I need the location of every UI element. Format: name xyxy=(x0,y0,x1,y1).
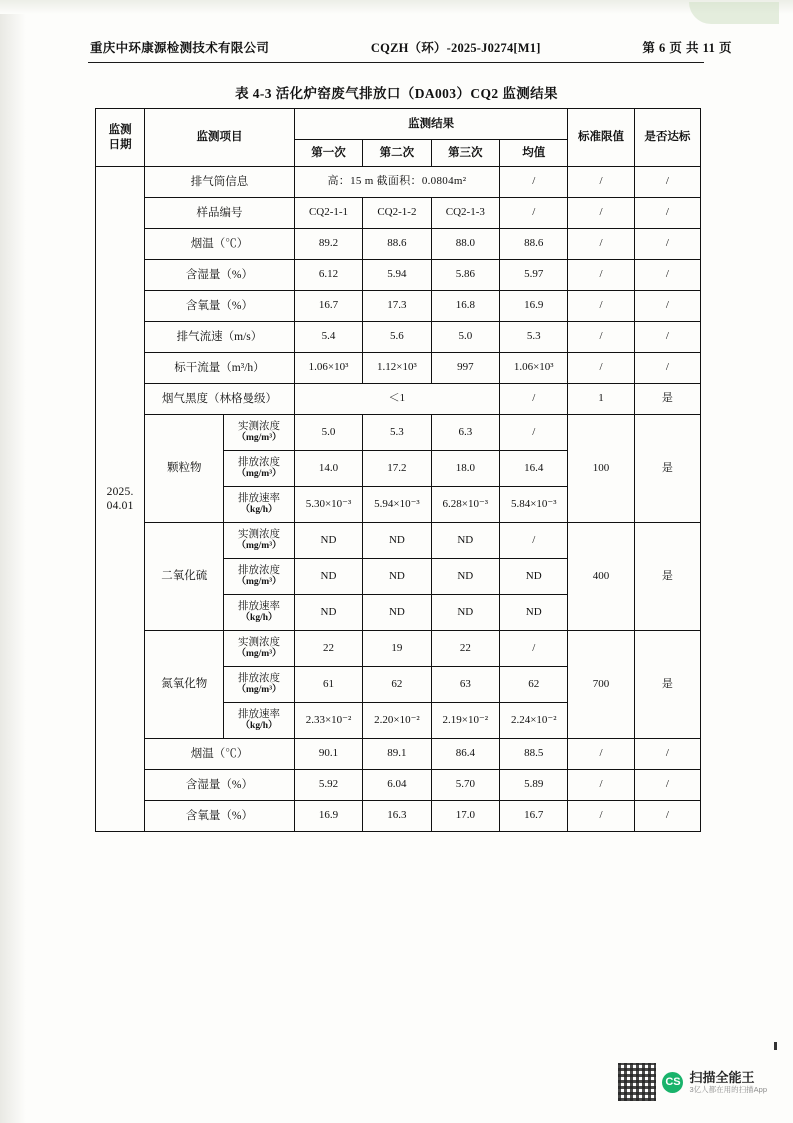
value-first: 6.12 xyxy=(294,260,362,291)
camscanner-logo-icon: CS xyxy=(662,1072,683,1093)
value-mean: / xyxy=(500,198,568,229)
value-limit: / xyxy=(568,260,634,291)
sub-label-measured-concentration xyxy=(224,631,295,667)
value-second: 19 xyxy=(363,631,431,667)
value-first: 5.30×10⁻³ xyxy=(294,487,362,523)
value-mean: 16.9 xyxy=(500,291,568,322)
group-label-sulfur-dioxide: 二氧化硫 xyxy=(145,523,224,631)
col-header-second: 第二次 xyxy=(363,140,431,167)
value-third: 2.19×10⁻² xyxy=(431,703,499,739)
value-pass: / xyxy=(634,260,700,291)
value-first: ND xyxy=(294,523,362,559)
qr-code-icon xyxy=(618,1063,656,1101)
value-mean: 5.97 xyxy=(500,260,568,291)
value-second: ND xyxy=(363,523,431,559)
page-header xyxy=(60,38,732,56)
value-third: 17.0 xyxy=(431,801,499,832)
sub-label-text: 实测浓度 xyxy=(238,637,281,648)
value-first: 14.0 xyxy=(294,451,362,487)
value-mean: / xyxy=(500,415,568,451)
value-second: 89.1 xyxy=(363,739,431,770)
value-second: 1.12×10³ xyxy=(363,353,431,384)
value-pass: 是 xyxy=(634,384,700,415)
value-pass: / xyxy=(634,322,700,353)
value-second: 5.94×10⁻³ xyxy=(363,487,431,523)
value-third: ND xyxy=(431,559,499,595)
value-second: 6.04 xyxy=(363,770,431,801)
value-pass: / xyxy=(634,291,700,322)
monitoring-date-cell xyxy=(96,167,145,832)
scan-mark xyxy=(774,1042,777,1050)
sub-label-measured-concentration xyxy=(224,415,295,451)
sub-label-emission-concentration xyxy=(224,451,295,487)
page-number: 第 6 页 共 11 页 xyxy=(642,41,732,55)
col-header-mean: 均值 xyxy=(500,140,568,167)
value-pass: / xyxy=(634,801,700,832)
value-smoke-blackness: ＜1 xyxy=(294,384,499,415)
value-third: 88.0 xyxy=(431,229,499,260)
col-header-first: 第一次 xyxy=(294,140,362,167)
value-second: 2.20×10⁻² xyxy=(363,703,431,739)
sub-label-unit: （mg/m³） xyxy=(236,469,282,480)
sub-label-unit: （mg/m³） xyxy=(236,649,282,660)
value-third: 5.86 xyxy=(431,260,499,291)
table-row xyxy=(96,523,701,559)
table-row xyxy=(96,353,701,384)
camscanner-subtitle: 3亿人都在用的扫描App xyxy=(689,1085,767,1095)
value-second: 5.3 xyxy=(363,415,431,451)
row-label-flue-temp: 烟温（℃） xyxy=(145,229,295,260)
value-mean: / xyxy=(500,523,568,559)
sub-label-unit: （mg/m³） xyxy=(236,577,282,588)
value-limit: / xyxy=(568,167,634,198)
scan-color-artifact xyxy=(689,2,779,24)
table-row xyxy=(96,198,701,229)
value-limit: / xyxy=(568,770,634,801)
value-pass: / xyxy=(634,229,700,260)
col-header-date-line1: 监测 xyxy=(108,124,132,137)
sub-label-text: 排放浓度 xyxy=(238,457,281,468)
value-first: 2.33×10⁻² xyxy=(294,703,362,739)
row-label-sample-no: 样品编号 xyxy=(145,198,295,229)
table-row xyxy=(96,229,701,260)
table-row xyxy=(96,384,701,415)
col-header-third: 第三次 xyxy=(431,140,499,167)
value-first: 1.06×10³ xyxy=(294,353,362,384)
value-limit: 1 xyxy=(568,384,634,415)
value-second: 5.6 xyxy=(363,322,431,353)
value-third: 5.70 xyxy=(431,770,499,801)
table-header-row-1 xyxy=(96,109,701,140)
table-row xyxy=(96,167,701,198)
row-label-moisture: 含湿量（%） xyxy=(145,260,295,291)
col-header-results: 监测结果 xyxy=(294,109,568,140)
sub-label-text: 实测浓度 xyxy=(238,529,281,540)
sub-label-unit: （kg/h） xyxy=(240,613,278,624)
row-label-smoke-blackness: 烟气黑度（林格曼级） xyxy=(145,384,295,415)
sub-label-emission-rate xyxy=(224,595,295,631)
value-pass: 是 xyxy=(634,415,700,523)
table-row xyxy=(96,801,701,832)
value-mean: ND xyxy=(500,559,568,595)
group-label-nitrogen-oxides: 氮氧化物 xyxy=(145,631,224,739)
table-row xyxy=(96,291,701,322)
value-mean: 5.84×10⁻³ xyxy=(500,487,568,523)
value-first: 5.4 xyxy=(294,322,362,353)
results-table-wrapper xyxy=(95,108,701,832)
header-divider xyxy=(88,62,704,63)
value-first: 16.9 xyxy=(294,801,362,832)
sub-label-text: 排放速率 xyxy=(238,601,281,612)
sub-label-unit: （mg/m³） xyxy=(236,433,282,444)
value-limit: 400 xyxy=(568,523,634,631)
scan-edge-left xyxy=(0,0,26,1123)
value-limit: / xyxy=(568,229,634,260)
value-mean: 5.89 xyxy=(500,770,568,801)
monitoring-results-table xyxy=(95,108,701,832)
value-first: 5.0 xyxy=(294,415,362,451)
value-mean: 16.4 xyxy=(500,451,568,487)
value-mean: 88.5 xyxy=(500,739,568,770)
value-third: 16.8 xyxy=(431,291,499,322)
table-title: 表 4-3 活化炉窑废气排放口（DA003）CQ2 监测结果 xyxy=(235,86,558,101)
value-second: 17.2 xyxy=(363,451,431,487)
value-second: ND xyxy=(363,559,431,595)
value-mean: 88.6 xyxy=(500,229,568,260)
row-label-stack-info: 排气筒信息 xyxy=(145,167,295,198)
value-pass: / xyxy=(634,198,700,229)
value-mean: 5.3 xyxy=(500,322,568,353)
value-first: 22 xyxy=(294,631,362,667)
value-second: 5.94 xyxy=(363,260,431,291)
value-first: 5.92 xyxy=(294,770,362,801)
sub-label-unit: （kg/h） xyxy=(240,505,278,516)
value-first: CQ2-1-1 xyxy=(294,198,362,229)
value-pass: 是 xyxy=(634,631,700,739)
value-limit: / xyxy=(568,322,634,353)
sub-label-unit: （mg/m³） xyxy=(236,685,282,696)
value-third: 5.0 xyxy=(431,322,499,353)
value-third: CQ2-1-3 xyxy=(431,198,499,229)
camscanner-title: 扫描全能王 xyxy=(689,1069,755,1085)
col-header-pass: 是否达标 xyxy=(634,109,700,167)
table-row xyxy=(96,739,701,770)
monitoring-date-line1: 2025. xyxy=(106,485,134,498)
value-limit: / xyxy=(568,291,634,322)
value-third: 86.4 xyxy=(431,739,499,770)
value-limit: / xyxy=(568,353,634,384)
value-second: ND xyxy=(363,595,431,631)
value-third: 997 xyxy=(431,353,499,384)
sub-label-text: 排放速率 xyxy=(238,493,281,504)
scan-edge-top xyxy=(0,0,793,14)
value-second: 88.6 xyxy=(363,229,431,260)
row-label-standard-dry-flow: 标干流量（m³/h） xyxy=(145,353,295,384)
table-row xyxy=(96,322,701,353)
sub-label-text: 排放速率 xyxy=(238,709,281,720)
value-mean: / xyxy=(500,384,568,415)
value-pass: 是 xyxy=(634,523,700,631)
sub-label-unit: （mg/m³） xyxy=(236,541,282,552)
group-label-particulates: 颗粒物 xyxy=(145,415,224,523)
value-pass: / xyxy=(634,770,700,801)
value-third: 18.0 xyxy=(431,451,499,487)
value-first: 90.1 xyxy=(294,739,362,770)
camscanner-watermark xyxy=(618,1063,767,1101)
table-row xyxy=(96,631,701,667)
value-first: 89.2 xyxy=(294,229,362,260)
value-limit: 100 xyxy=(568,415,634,523)
value-first: ND xyxy=(294,559,362,595)
value-mean: ND xyxy=(500,595,568,631)
value-mean: 2.24×10⁻² xyxy=(500,703,568,739)
row-label-moisture-2: 含湿量（%） xyxy=(145,770,295,801)
value-mean: / xyxy=(500,631,568,667)
value-pass: / xyxy=(634,739,700,770)
sub-label-unit: （kg/h） xyxy=(240,721,278,732)
table-row xyxy=(96,770,701,801)
value-mean: / xyxy=(500,167,568,198)
camscanner-text xyxy=(689,1070,767,1095)
value-limit: / xyxy=(568,801,634,832)
sub-label-emission-concentration xyxy=(224,559,295,595)
sub-label-emission-rate xyxy=(224,487,295,523)
value-third: 22 xyxy=(431,631,499,667)
value-pass: / xyxy=(634,353,700,384)
value-second: 16.3 xyxy=(363,801,431,832)
monitoring-date-line2: 04.01 xyxy=(106,500,134,512)
row-label-oxygen: 含氧量（%） xyxy=(145,291,295,322)
sub-label-text: 排放浓度 xyxy=(238,673,281,684)
value-limit: / xyxy=(568,198,634,229)
col-header-limit: 标准限值 xyxy=(568,109,634,167)
row-label-flow-velocity: 排气流速（m/s） xyxy=(145,322,295,353)
value-limit: 700 xyxy=(568,631,634,739)
value-first: 61 xyxy=(294,667,362,703)
value-stack-info: 高：15 m 截面积：0.0804m² xyxy=(294,167,499,198)
row-label-oxygen-2: 含氧量（%） xyxy=(145,801,295,832)
col-header-date-line2: 日期 xyxy=(108,138,132,151)
col-header-date xyxy=(96,109,145,167)
sub-label-text: 排放浓度 xyxy=(238,565,281,576)
value-second: 17.3 xyxy=(363,291,431,322)
report-number: CQZH（环）-2025-J0274[M1] xyxy=(370,41,541,55)
value-mean: 62 xyxy=(500,667,568,703)
value-mean: 1.06×10³ xyxy=(500,353,568,384)
value-second: CQ2-1-2 xyxy=(363,198,431,229)
value-pass: / xyxy=(634,167,700,198)
value-first: ND xyxy=(294,595,362,631)
col-header-item: 监测项目 xyxy=(145,109,295,167)
table-row xyxy=(96,260,701,291)
value-third: 63 xyxy=(431,667,499,703)
value-limit: / xyxy=(568,739,634,770)
value-second: 62 xyxy=(363,667,431,703)
sub-label-emission-concentration xyxy=(224,667,295,703)
sub-label-emission-rate xyxy=(224,703,295,739)
sub-label-measured-concentration xyxy=(224,523,295,559)
value-first: 16.7 xyxy=(294,291,362,322)
value-third: ND xyxy=(431,595,499,631)
value-third: 6.3 xyxy=(431,415,499,451)
row-label-flue-temp-2: 烟温（℃） xyxy=(145,739,295,770)
value-mean: 16.7 xyxy=(500,801,568,832)
sub-label-text: 实测浓度 xyxy=(238,421,281,432)
company-name: 重庆中环康源检测技术有限公司 xyxy=(90,41,270,55)
table-row xyxy=(96,415,701,451)
value-third: 6.28×10⁻³ xyxy=(431,487,499,523)
value-third: ND xyxy=(431,523,499,559)
